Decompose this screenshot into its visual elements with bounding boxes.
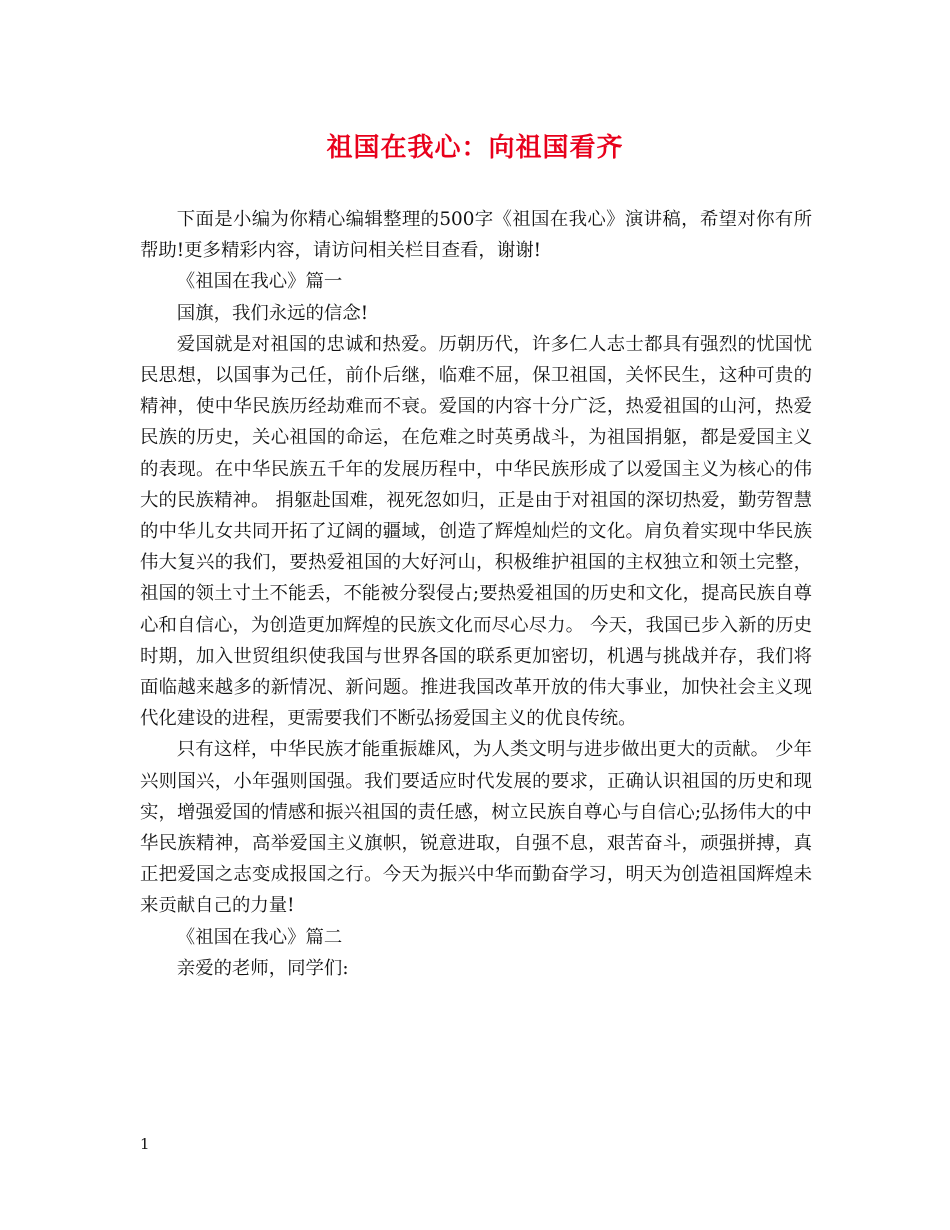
page-number: 1	[140, 1135, 150, 1153]
section-heading-2: 《祖国在我心》篇二	[176, 926, 343, 948]
document-body	[140, 204, 812, 984]
intro-paragraph: 下面是小编为你精心编辑整理的500字《祖国在我心》演讲稿，希望对你有所帮助!更多精彩内容，请访问相关栏目查看，谢谢!	[140, 209, 812, 262]
paragraph-greeting: 亲爱的老师，同学们:	[176, 957, 349, 979]
paragraph-flag-line: 国旗，我们永远的信念!	[176, 302, 369, 324]
paragraph-patriotism: 爱国就是对祖国的忠诚和热爱。历朝历代，许多仁人志士都具有强烈的忧国忧民思想，以国事为己任，前仆后继，临难不屈，保卫祖国，关怀民生，这种可贵的精神，使中华民族历经劫难而不衰。爱国的内容十分广泛，热爱祖国的山河，热爱民族的历史，关心祖国的命运，在危难之时英勇战斗，为祖国捐躯，都是爱国主义的表现。在中华民族五千年的发展历程中，中华民族形成了以爱国主义为核心的伟大的民族精神。 捐躯赴国难，视死忽如归，正是由于对祖国的深切热爱，勤劳智慧的中华儿女共同开拓了辽阔的疆域，创造了辉煌灿烂的文化。肩负着实现中华民族伟大复兴的我们，要热爱祖国的大好河山，积极维护祖国的主权独立和领土完整，祖国的领土寸土不能丢，不能被分裂侵占;要热爱祖国的历史和文化，提高民族自尊心和自信心，为创造更加辉煌的民族文化而尽心尽力。 今天，我国已步入新的历史时期，加入世贸组织使我国与世界各国的联系更加密切，机遇与挑战并存，我们将面临越来越多的新情况、新问题。推进我国改革开放的伟大事业，加快社会主义现代化建设的进程，更需要我们不断弘扬爱国主义的优良传统。	[140, 333, 812, 730]
paragraph-only-this-way: 只有这样，中华民族才能重振雄风，为人类文明与进步做出更大的贡献。 少年兴则国兴，小年强则国强。我们要适应时代发展的要求，正确认识祖国的历史和现实，增强爱国的情感和振兴祖国的责任感，树立民族自尊心与自信心;弘扬伟大的中华民族精神，高举爱国主义旗帜，锐意进取，自强不息，艰苦奋斗，顽强拼搏，真正把爱国之志变成报国之行。今天为振兴中华而勤奋学习，明天为创造祖国辉煌未来贡献自己的力量!	[140, 739, 812, 917]
section-heading-1: 《祖国在我心》篇一	[176, 271, 343, 293]
document-title: 祖国在我心：向祖国看齐	[326, 133, 624, 163]
